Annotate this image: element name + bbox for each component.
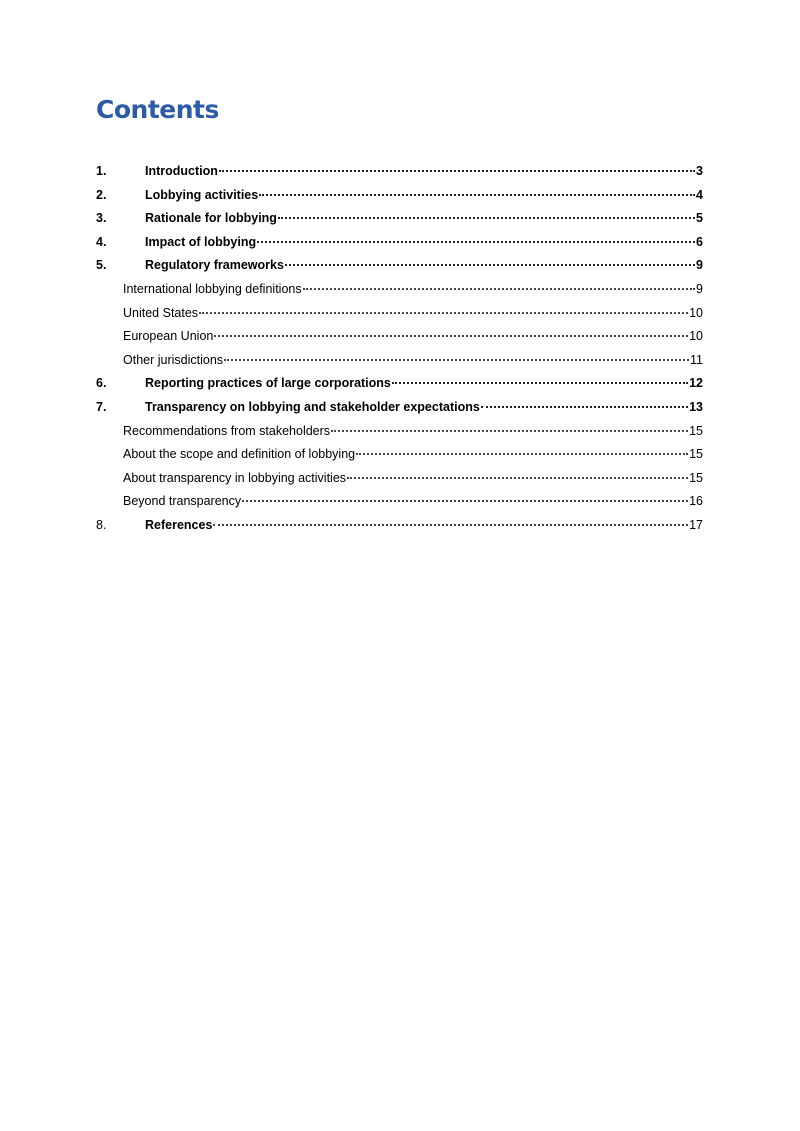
toc-entry-page: 16	[689, 494, 703, 509]
dot-leader	[331, 418, 688, 432]
toc-entry-title: Other jurisdictions	[123, 352, 224, 367]
toc-entry-number: 4.	[96, 234, 107, 249]
toc-subentry[interactable]	[96, 443, 703, 467]
toc-subentry[interactable]	[96, 420, 703, 444]
dot-leader	[481, 394, 688, 408]
dot-leader	[257, 229, 695, 243]
toc-entry-title: United States	[123, 305, 199, 320]
toc-entry-number: 2.	[96, 187, 107, 202]
toc-entry-page: 10	[689, 329, 703, 344]
toc-entry-page: 17	[689, 517, 703, 532]
toc-entry-title: European Union	[123, 329, 214, 344]
toc-entry-number: 5.	[96, 258, 107, 273]
toc-entry-page: 13	[689, 399, 703, 414]
dot-leader	[259, 182, 695, 196]
toc-entry-title: Transparency on lobbying and stakeholder expectations	[145, 399, 480, 414]
toc-entry-page: 9	[696, 281, 703, 296]
dot-leader	[224, 347, 689, 361]
toc-entry-title: Impact of lobbying	[145, 234, 257, 249]
toc-entry[interactable]	[96, 372, 703, 396]
toc-subentry[interactable]	[96, 490, 703, 514]
toc-entry-title: Introduction	[145, 164, 218, 178]
toc-entry-page: 6	[696, 234, 703, 249]
toc-entry-number: 8.	[96, 517, 107, 532]
dot-leader	[285, 252, 695, 266]
toc-entry-page: 11	[690, 352, 703, 367]
toc-entry-page: 15	[689, 423, 703, 438]
dot-leader	[356, 441, 688, 455]
toc-entry[interactable]	[96, 184, 703, 208]
toc-entry[interactable]	[96, 160, 703, 184]
toc-entry-title: Recommendations from stakeholders	[123, 423, 331, 438]
toc-entry-page: 3	[696, 164, 703, 178]
dot-leader	[214, 323, 688, 337]
dot-leader	[213, 512, 688, 526]
toc-entry[interactable]	[96, 514, 703, 538]
toc-entry[interactable]	[96, 207, 703, 231]
toc-entry-page: 4	[696, 187, 703, 202]
toc-entry-number: 6.	[96, 376, 107, 391]
toc-entry-page: 15	[689, 470, 703, 485]
dot-leader	[278, 205, 695, 219]
toc-entry-title: About the scope and definition of lobbying	[123, 447, 356, 462]
toc-entry-number: 1.	[96, 164, 107, 178]
dot-leader	[199, 300, 688, 314]
toc-entry-page: 15	[689, 447, 703, 462]
toc-subentry[interactable]	[96, 325, 703, 349]
toc-entry-page: 10	[689, 305, 703, 320]
toc-entry-number: 7.	[96, 399, 107, 414]
toc-entry-title: Reporting practices of large corporations	[145, 376, 391, 391]
contents-heading: Contents	[96, 95, 219, 124]
dot-leader	[219, 158, 695, 172]
table-of-contents	[96, 160, 703, 538]
toc-entry-title: International lobbying definitions	[123, 281, 302, 296]
toc-entry-title: Beyond transparency	[123, 494, 242, 509]
toc-entry-page: 12	[689, 376, 703, 391]
toc-entry-title: Regulatory frameworks	[145, 258, 284, 273]
toc-subentry[interactable]	[96, 467, 703, 491]
toc-entry-title: References	[145, 517, 213, 532]
toc-entry-page: 9	[696, 258, 703, 273]
toc-entry-title: Rationale for lobbying	[145, 211, 277, 226]
toc-entry-title: Lobbying activities	[145, 187, 259, 202]
toc-subentry[interactable]	[96, 302, 703, 326]
toc-entry-page: 5	[696, 211, 703, 226]
dot-leader	[392, 370, 688, 384]
toc-entry[interactable]	[96, 254, 703, 278]
toc-subentry[interactable]	[96, 349, 703, 373]
toc-entry-number: 3.	[96, 211, 107, 226]
dot-leader	[303, 276, 695, 290]
dot-leader	[242, 488, 688, 502]
toc-entry[interactable]	[96, 231, 703, 255]
toc-subentry[interactable]	[96, 278, 703, 302]
toc-entry-title: About transparency in lobbying activities	[123, 470, 347, 485]
toc-entry[interactable]	[96, 396, 703, 420]
dot-leader	[347, 465, 688, 479]
